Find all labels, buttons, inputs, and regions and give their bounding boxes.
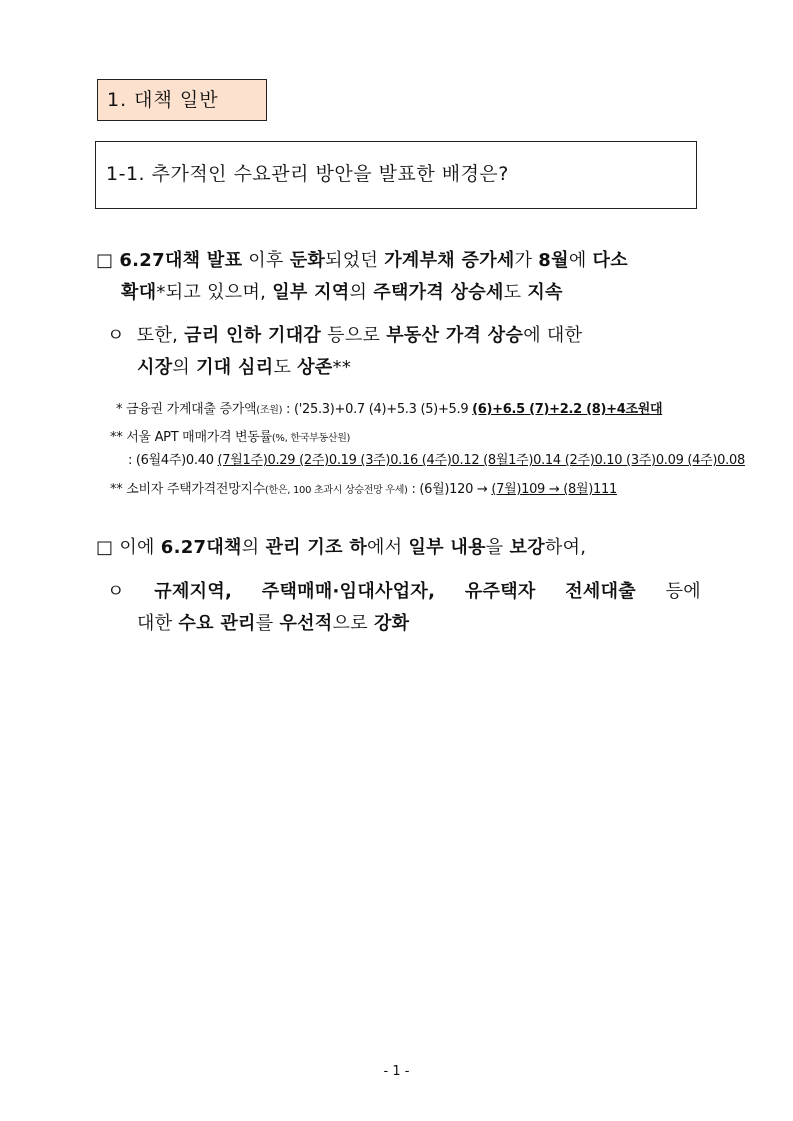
text-segment: 6.27대책 <box>160 537 242 558</box>
text-segment: 에 <box>568 250 593 271</box>
text-segment: 에서 <box>367 537 409 558</box>
paragraph-line <box>107 608 701 640</box>
text-segment: 규제지역, <box>154 581 233 602</box>
footnote-highlight: (6)+6.5 (7)+2.2 (8)+4조원대 <box>472 402 663 417</box>
text-segment: 등에 <box>665 581 701 602</box>
text-segment: 강화 <box>373 613 410 634</box>
paragraph-expectation <box>107 320 701 384</box>
text-segment: 금리 인하 기대감 <box>184 325 322 346</box>
paragraph-background <box>96 245 701 309</box>
text-segment: 가 <box>514 250 539 271</box>
text-segment: 대한 <box>137 613 179 634</box>
text-segment: 의 <box>241 537 266 558</box>
text-segment: 우선적 <box>279 613 333 634</box>
text-segment: 주택매매·임대사업자, <box>261 581 436 602</box>
footnote-apt-price-values <box>128 451 745 471</box>
text-segment: 도 <box>273 357 298 378</box>
text-segment: 부동산 가격 상승 <box>386 325 524 346</box>
paragraph-line <box>107 320 701 352</box>
paragraph-line <box>96 277 701 309</box>
page-number: - 1 - <box>383 1064 410 1079</box>
text-segment: 을 <box>485 537 510 558</box>
rich-line <box>121 282 563 303</box>
text-segment: 또한, <box>136 325 185 346</box>
text-segment: 관리 기조 하 <box>265 537 368 558</box>
footnote-unit: (조원) <box>256 405 283 416</box>
footnote-highlight: (7월)109 → (8월)111 <box>491 482 617 497</box>
square-bullet-icon: □ <box>96 250 114 271</box>
text-segment: 등으로 <box>321 325 387 346</box>
footnote-label: * 금융권 가계대출 증가액 <box>116 402 257 417</box>
paragraph-line <box>107 352 701 384</box>
text-segment: 기대 심리 <box>196 357 274 378</box>
paragraph-measures <box>96 532 701 564</box>
text-segment: 이에 <box>119 537 161 558</box>
rich-line <box>137 613 409 634</box>
text-segment: 일부 내용 <box>408 537 486 558</box>
footnote-values: : ('25.3)+0.7 (4)+5.3 (5)+5.9 <box>282 402 473 417</box>
question-title: 1-1. 추가적인 수요관리 방안을 발표한 배경은? <box>95 141 697 209</box>
text-segment: 되었던 <box>325 250 385 271</box>
section-title: 1. 대책 일반 <box>97 79 267 121</box>
paragraph-line <box>96 245 701 277</box>
text-segment: 를 <box>255 613 280 634</box>
text-segment: 지속 <box>527 282 563 303</box>
footnote-values: : (6월4주)0.40 <box>128 453 218 468</box>
circle-bullet-icon: ㅇ <box>107 581 125 602</box>
footnote-highlight: (7월1주)0.29 (2주)0.19 (3주)0.16 (4주)0.12 (8월1주)0.14 (2주)0.10 (3주)0.09 (4주)0.08 <box>217 453 745 468</box>
text-segment: 시장 <box>137 357 173 378</box>
footnote-values: : (6월)120 → <box>407 482 492 497</box>
text-segment: 유주택자 <box>464 581 536 602</box>
text-segment: 수요 관리 <box>178 613 256 634</box>
text-segment: 일부 지역 <box>272 282 350 303</box>
footnote-unit: (한은, 100 초과시 상승전망 우세) <box>264 485 408 496</box>
text-segment: 주택가격 상승세 <box>373 282 504 303</box>
circle-bullet-icon: ㅇ <box>107 325 125 346</box>
footnote-label: ** 서울 APT 매매가격 변동률 <box>110 430 272 445</box>
paragraph-demand-management <box>107 576 701 640</box>
text-segment: 8월 <box>538 250 569 271</box>
rich-line <box>119 250 628 271</box>
footnote-loan-increase <box>116 400 662 421</box>
text-segment: 가계부채 증가세 <box>384 250 515 271</box>
text-segment: 둔화 <box>289 250 326 271</box>
text-segment: 의 <box>349 282 374 303</box>
footnote-apt-price <box>110 428 350 449</box>
text-segment: 전세대출 <box>565 581 636 602</box>
text-segment: 도 <box>503 282 528 303</box>
text-segment: 하여, <box>544 537 587 558</box>
text-segment: 6.27대책 발표 <box>119 250 243 271</box>
footnote-label: ** 소비자 주택가격전망지수 <box>110 482 265 497</box>
rich-line <box>137 325 583 346</box>
text-segment: ** <box>332 357 352 378</box>
text-segment: 의 <box>172 357 197 378</box>
footnote-consumer-index <box>110 480 617 501</box>
text-segment: 다소 <box>592 250 628 271</box>
paragraph-line <box>96 532 701 564</box>
square-bullet-icon: □ <box>96 537 114 558</box>
rich-line <box>119 537 586 558</box>
footnote-unit: (%, 한국부동산원) <box>271 433 351 444</box>
text-segment: 상존 <box>297 357 333 378</box>
text-segment: 으로 <box>332 613 374 634</box>
text-segment: *되고 있으며, <box>156 282 273 303</box>
rich-line <box>137 357 351 378</box>
text-segment: 보강 <box>509 537 545 558</box>
text-segment: 확대 <box>121 282 157 303</box>
text-segment: 에 대한 <box>523 325 583 346</box>
text-segment: 이후 <box>242 250 290 271</box>
paragraph-line <box>107 576 701 608</box>
